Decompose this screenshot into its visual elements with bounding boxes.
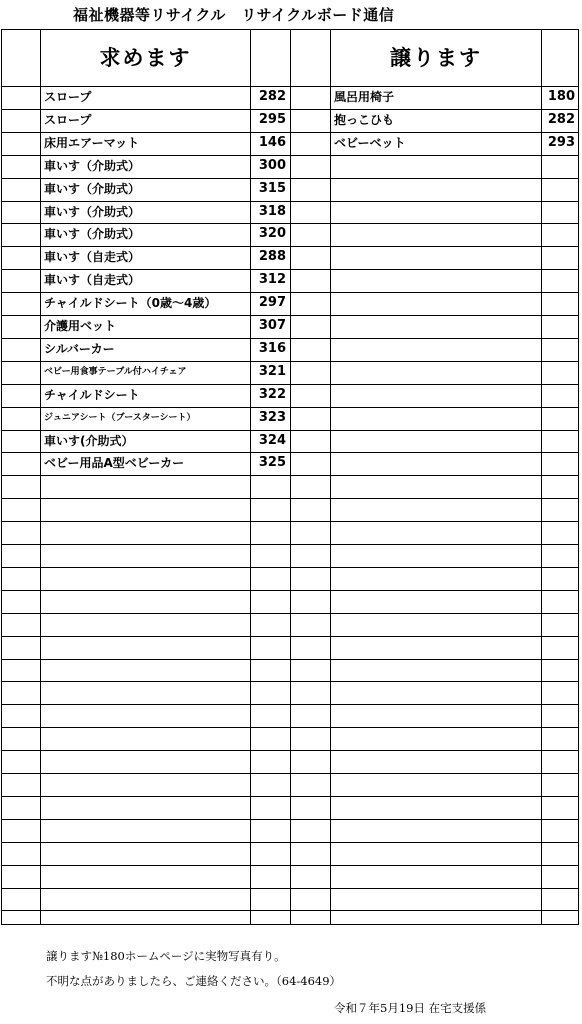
row-divider — [2, 590, 578, 591]
col-divider — [290, 30, 291, 924]
wanted-item-name: ベビー用品A型ベビーカー — [44, 456, 185, 471]
wanted-item-name: ジュニアシート（ブースターシート） — [44, 412, 196, 423]
row-divider — [2, 704, 578, 705]
col-divider — [541, 30, 542, 924]
wanted-item-number: 323 — [258, 409, 286, 425]
wanted-item-number: 288 — [258, 249, 286, 265]
wanted-item-name: チャイルドシート — [44, 387, 140, 402]
row-divider — [2, 544, 578, 545]
wanted-item-name: 車いす（介助式） — [44, 158, 141, 173]
row-divider — [2, 910, 578, 911]
wanted-item-name: チャイルドシート（0歳～4歳） — [44, 296, 217, 311]
row-divider — [2, 773, 578, 774]
wanted-item-number: 146 — [258, 134, 286, 150]
col-divider — [330, 30, 331, 924]
wanted-item-name: ベビー用食事テーブル付ハイチェア — [44, 366, 187, 377]
wanted-item-number: 307 — [258, 318, 286, 333]
offered-item-name: ベビーベット — [334, 135, 406, 150]
recycle-board-table — [1, 29, 579, 925]
row-divider — [2, 567, 578, 568]
footer-note-contact: 不明な点がありましたら、ご連絡ください。（64-4649） — [46, 974, 342, 988]
offered-item-name: 抱っこひも — [334, 112, 395, 127]
wanted-item-name: 車いす(介助式） — [44, 433, 134, 448]
row-divider — [2, 498, 578, 499]
wanted-item-name: スロープ — [44, 112, 92, 127]
wanted-item-name: 車いす（介助式） — [44, 227, 141, 242]
wanted-item-name: スロープ — [44, 90, 92, 104]
row-divider — [2, 750, 578, 751]
footer-note-photo: 譲ります№180ホームページに実物写真有り。 — [46, 949, 286, 963]
row-divider — [2, 842, 578, 843]
wanted-item-number: 318 — [258, 203, 286, 219]
wanted-header: 求めます — [99, 46, 192, 70]
row-divider — [2, 521, 578, 522]
board-title: 福祉機器等リサイクル リサイクルボード通信 — [73, 6, 395, 24]
wanted-item-name: 床用エアーマット — [44, 135, 140, 150]
wanted-item-name: 車いす（介助式） — [44, 181, 141, 196]
wanted-item-name: 車いす（自走式） — [44, 273, 141, 288]
row-divider — [2, 613, 578, 614]
wanted-item-number: 297 — [258, 295, 286, 311]
row-divider — [2, 796, 578, 797]
offered-item-number: 293 — [547, 134, 575, 150]
wanted-item-number: 300 — [258, 157, 286, 173]
row-divider — [2, 727, 578, 728]
wanted-item-number: 316 — [258, 340, 286, 356]
footer-date-office: 令和７年5月19日 在宅支援係 — [334, 1001, 487, 1015]
offered-item-name: 風呂用椅子 — [334, 90, 395, 104]
wanted-item-name: シルバーカー — [44, 341, 115, 356]
offered-item-number: 282 — [547, 111, 575, 127]
row-divider — [2, 865, 578, 866]
wanted-item-number: 325 — [258, 455, 286, 471]
wanted-item-number: 282 — [258, 89, 286, 104]
wanted-item-number: 324 — [258, 432, 286, 448]
wanted-item-name: 車いす（介助式） — [44, 204, 141, 219]
wanted-item-name: 車いす（自走式） — [44, 250, 141, 265]
wanted-item-number: 295 — [258, 111, 286, 127]
row-divider — [2, 659, 578, 660]
wanted-item-number: 312 — [258, 272, 286, 288]
wanted-item-number: 321 — [258, 363, 286, 379]
offered-header: 譲ります — [390, 46, 482, 70]
wanted-item-name: 介護用ベット — [44, 319, 117, 333]
row-divider — [2, 681, 578, 682]
offered-item-number: 180 — [547, 89, 575, 104]
row-divider — [2, 475, 578, 476]
row-divider — [2, 636, 578, 637]
wanted-item-number: 322 — [258, 386, 286, 402]
row-divider — [2, 888, 578, 889]
wanted-item-number: 320 — [258, 226, 286, 242]
wanted-item-number: 315 — [258, 180, 286, 196]
row-divider — [2, 819, 578, 820]
